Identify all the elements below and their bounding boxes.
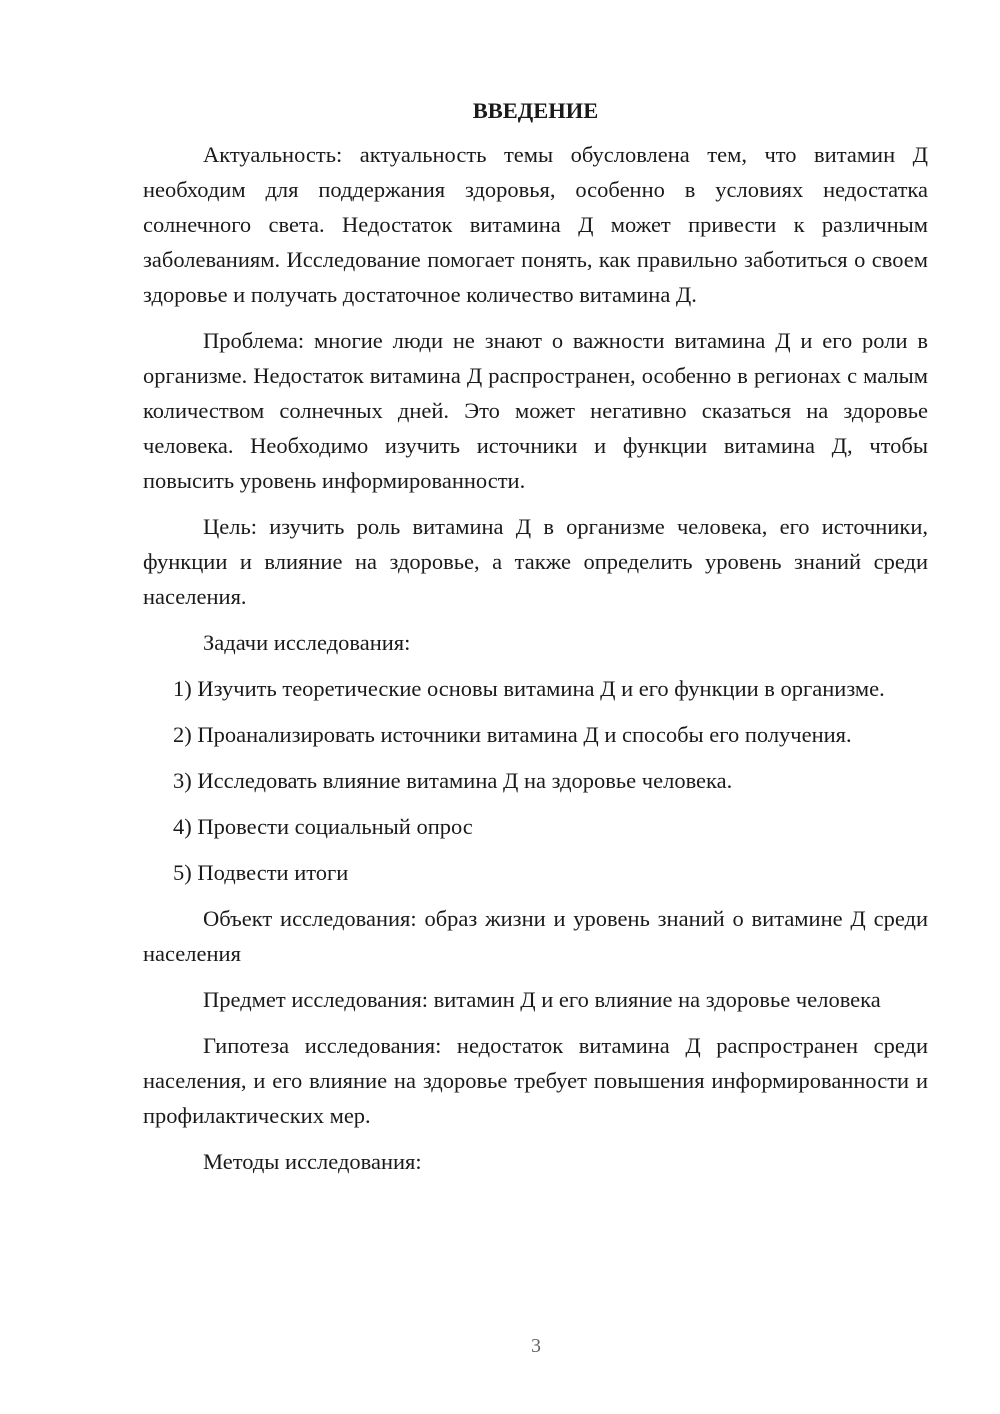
- page-number: 3: [531, 1335, 541, 1357]
- task-item-3: 3) Исследовать влияние витамина Д на здоровье человека.: [173, 768, 733, 793]
- page-content: [143, 95, 928, 1190]
- task-item-4: 4) Провести социальный опрос: [173, 814, 473, 839]
- goal-paragraph: Цель: изучить роль витамина Д в организме человека, его источники, функции и влияние на здоровье, а также определить уровень знаний среди населения.: [143, 514, 928, 609]
- relevance-paragraph: Актуальность: актуальность темы обусловлена тем, что витамин Д необходим для поддержания здоровья, особенно в условиях недостатка солнечного света. Недостаток витамина Д может привести к различным заболеваниям. Исследование помогает понять, как правильно заботиться о своем здоровье и получать достаточное количество витамина Д.: [143, 142, 928, 307]
- subject-paragraph: Предмет исследования: витамин Д и его влияние на здоровье человека: [203, 987, 881, 1012]
- section-title: ВВЕДЕНИЕ: [472, 98, 599, 123]
- problem-paragraph: Проблема: многие люди не знают о важности витамина Д и его роли в организме. Недостаток витамина Д распространен, особенно в регионах с малым количеством солнечных дней. Это может негативно сказаться на здоровье человека. Необходимо изучить источники и функции витамина Д, чтобы повысить уровень информированности.: [143, 328, 928, 493]
- tasks-heading: Задачи исследования:: [203, 630, 411, 655]
- hypothesis-paragraph: Гипотеза исследования: недостаток витамина Д распространен среди населения, и его влияние на здоровье требует повышения информированности и профилактических мер.: [143, 1033, 928, 1128]
- object-paragraph: Объект исследования: образ жизни и уровень знаний о витамине Д среди населения: [143, 906, 928, 966]
- task-item-2: 2) Проанализировать источники витамина Д и способы его получения.: [173, 722, 852, 747]
- task-item-1: 1) Изучить теоретические основы витамина Д и его функции в организме.: [173, 676, 885, 701]
- task-item-5: 5) Подвести итоги: [173, 860, 349, 885]
- methods-heading: Методы исследования:: [203, 1149, 422, 1174]
